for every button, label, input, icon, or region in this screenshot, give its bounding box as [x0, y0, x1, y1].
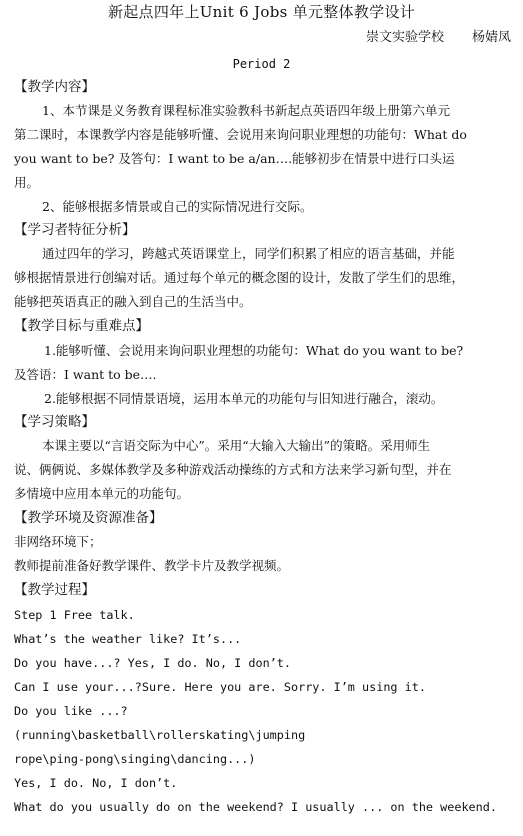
environment-line-1: 非网络环境下；	[14, 534, 102, 549]
content-paragraph-1-line-3: you want to be? 及答句：I want to be a/an….能够初步在情景中进行口头运	[14, 151, 455, 166]
process-line: (running\basketball\rollerskating\jumping	[14, 728, 306, 742]
goals-item-1-line-2: 及答语：I want to be….	[14, 367, 157, 382]
author-line	[366, 30, 511, 46]
environment-line-2: 教师提前准备好教学课件、教学卡片及教学视频。	[14, 558, 290, 573]
section-heading-learner: 【学习者特征分析】	[14, 222, 136, 238]
section-heading-strategy: 【学习策略】	[14, 414, 95, 430]
section-heading-goals: 【教学目标与重难点】	[14, 318, 149, 334]
process-line: What do you usually do on the weekend? I usually ... on the weekend.	[14, 800, 497, 814]
learner-line-3: 能够把英语真正的融入到自己的生活当中。	[14, 294, 252, 309]
section-heading-environment: 【教学环境及资源准备】	[14, 510, 163, 526]
period-label: Period 2	[232, 57, 291, 71]
process-line: Do you have...? Yes, I do. No, I don’t.	[14, 656, 291, 670]
strategy-line-1: 本课主要以“言语交际为中心”。采用“大输入大输出”的策略。采用师生	[42, 438, 431, 453]
learner-line-2: 够根据情景进行创编对话。通过每个单元的概念图的设计，发散了学生们的思维，	[14, 270, 465, 285]
process-line: Do you like ...?	[14, 704, 128, 718]
process-line: Can I use your...?Sure. Here you are. Sorry. I’m using it.	[14, 680, 426, 694]
process-line: What’s the weather like? It’s...	[14, 632, 242, 646]
process-line: rope\ping-pong\singing\dancing...)	[14, 752, 256, 766]
section-heading-content: 【教学内容】	[14, 79, 95, 95]
strategy-line-3: 多情境中应用本单元的功能句。	[14, 486, 190, 501]
goals-item-2: 2.能够根据不同情景语境，运用本单元的功能句与旧知进行融合，滚动。	[44, 391, 444, 406]
content-paragraph-2: 2、能够根据多情景或自己的实际情况进行交际。	[42, 199, 313, 214]
document-title: 新起点四年上Unit 6 Jobs 单元整体教学设计	[107, 3, 416, 21]
goals-item-1-line-1: 1.能够听懂、会说用来询问职业理想的功能句：What do you want to be?	[44, 343, 464, 358]
author-name: 杨婧凤	[471, 30, 511, 45]
author-school: 崇文实验学校	[365, 30, 444, 45]
section-heading-process: 【教学过程】	[14, 582, 95, 598]
process-line: Yes, I do. No, I don’t.	[14, 776, 178, 790]
content-paragraph-1-line-4: 用。	[14, 175, 40, 190]
learner-line-1: 通过四年的学习，跨越式英语课堂上，同学们积累了相应的语言基础，并能	[42, 246, 455, 261]
strategy-line-2: 说、俩俩说、多媒体教学及多种游戏活动操练的方式和方法来学习新句型，并在	[14, 462, 452, 477]
process-line: Step 1 Free talk.	[14, 608, 135, 622]
content-paragraph-1-line-1: 1、本节课是义务教育课程标准实验教科书新起点英语四年级上册第六单元	[42, 103, 450, 118]
content-paragraph-1-line-2: 第二课时，本课教学内容是能够听懂、会说用来询问职业理想的功能句：What do	[14, 127, 467, 142]
